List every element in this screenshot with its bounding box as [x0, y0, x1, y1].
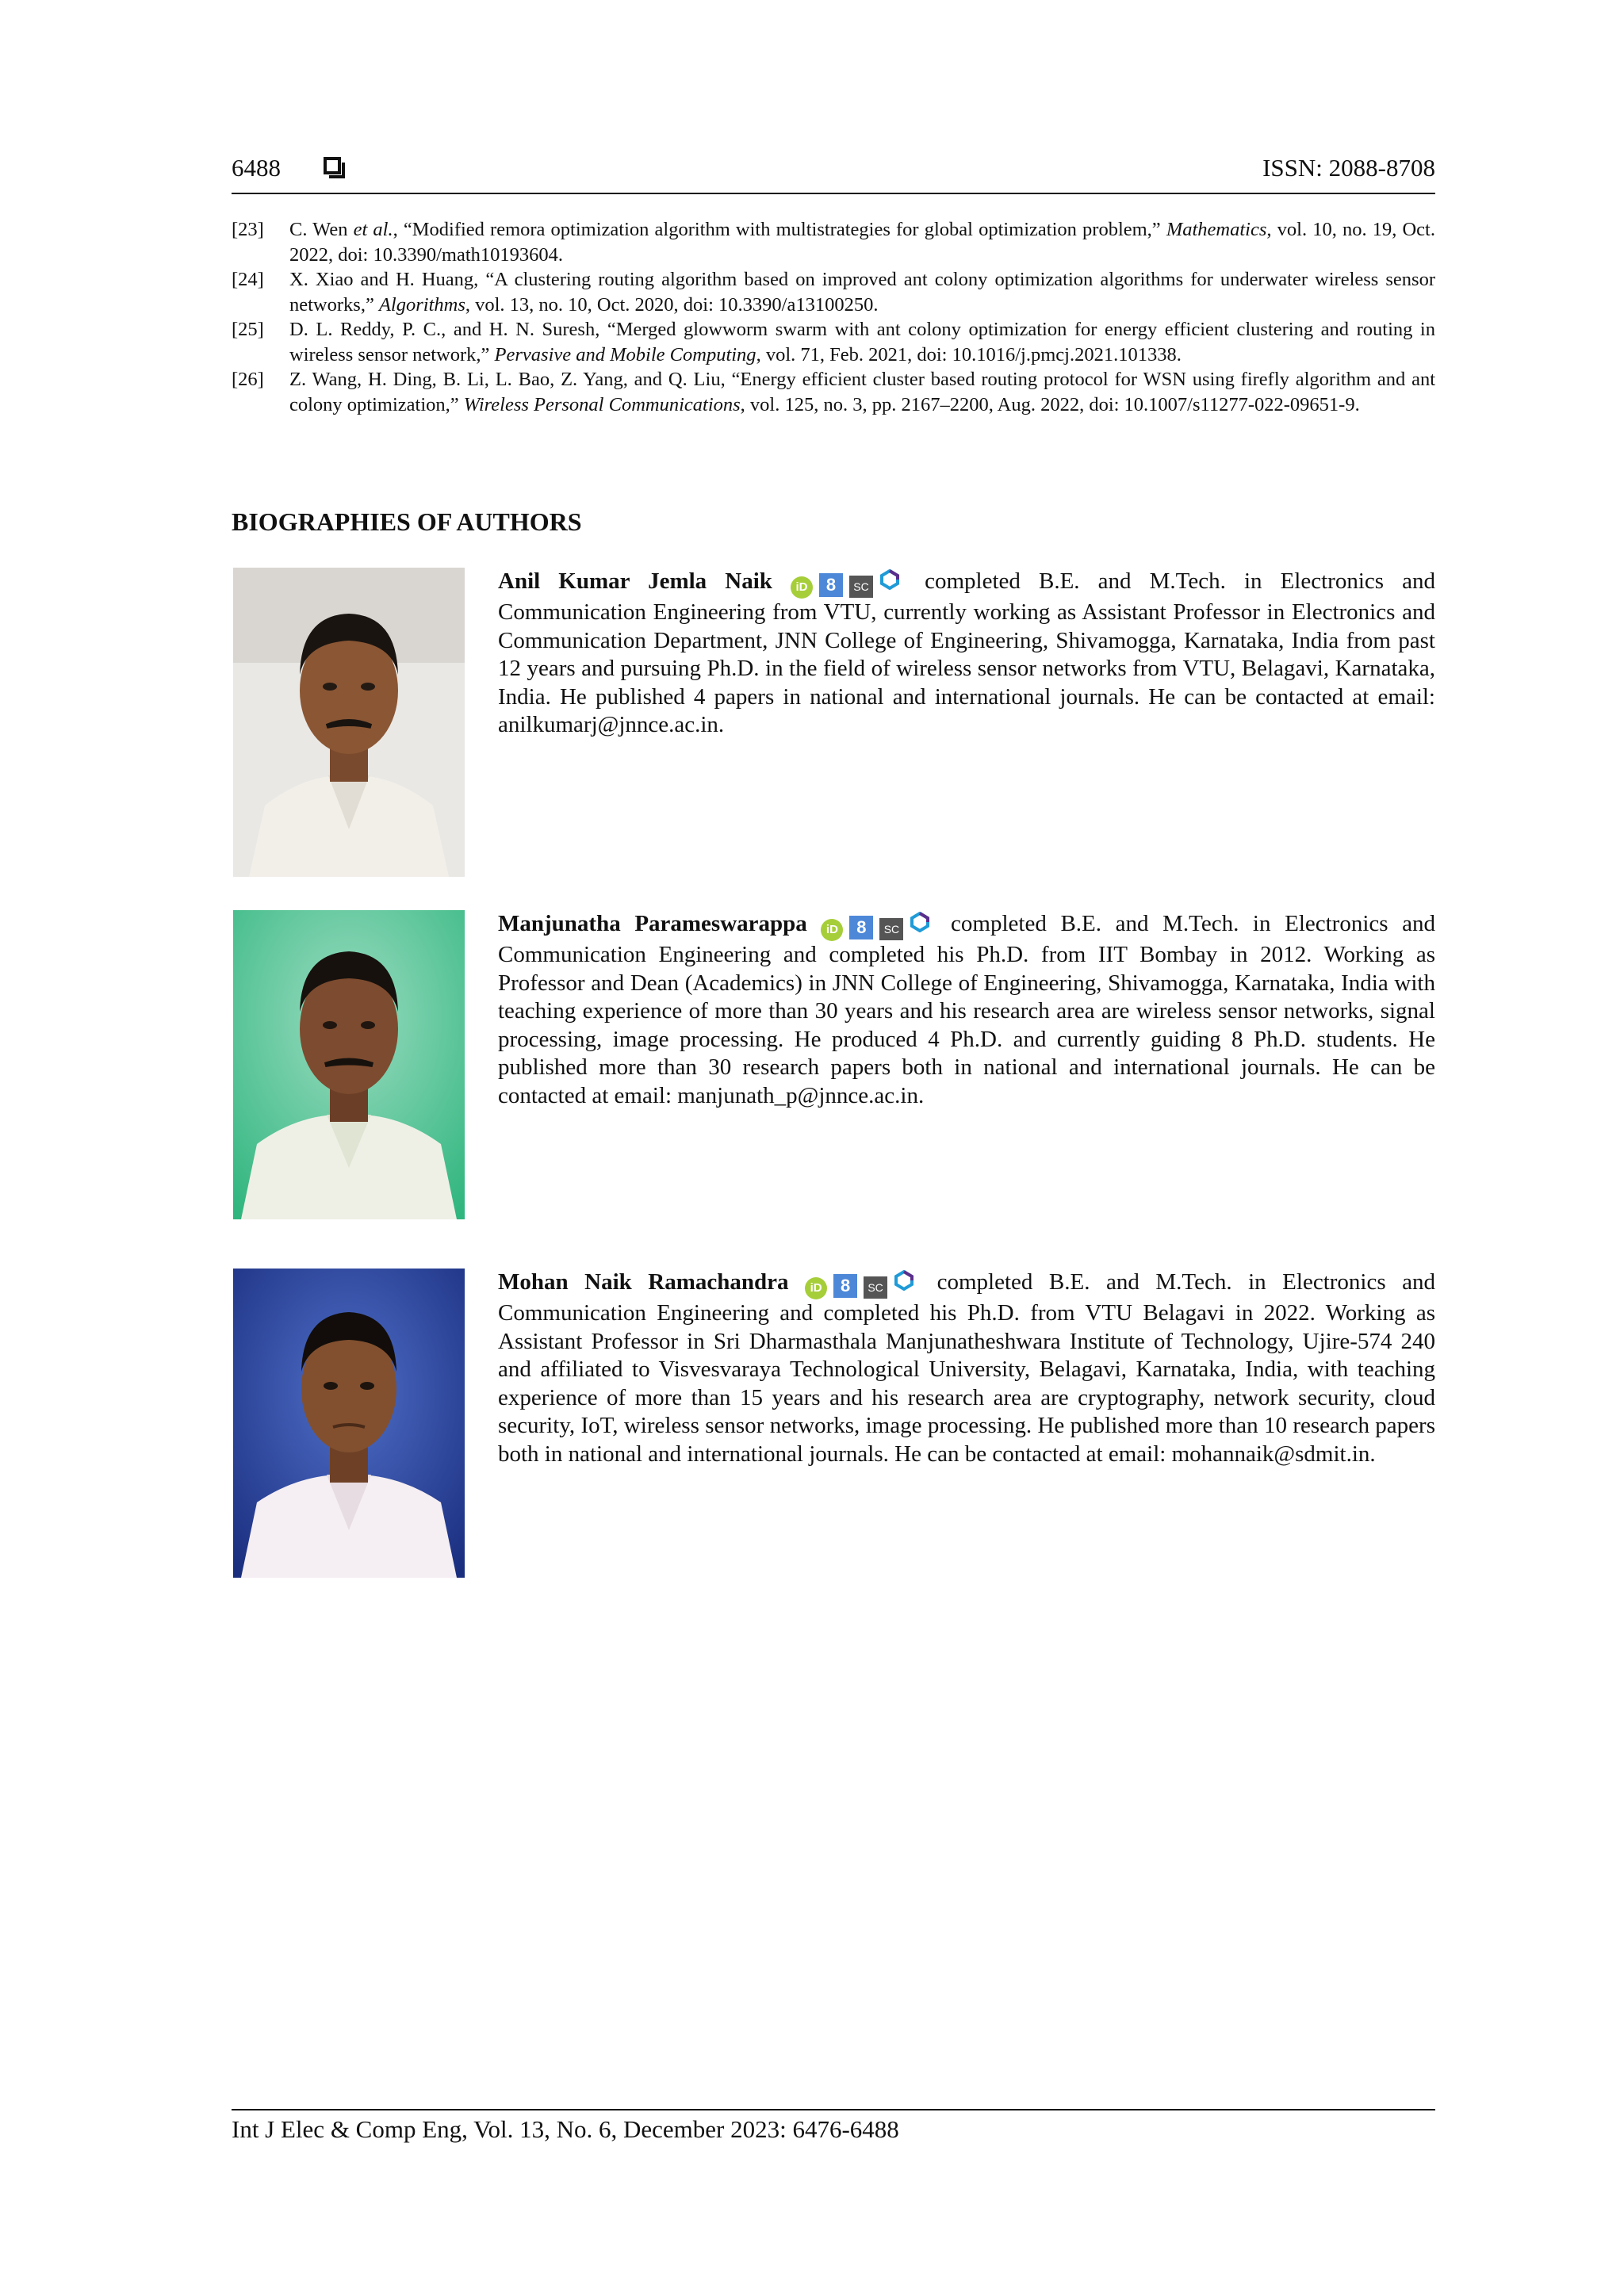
reference-item	[232, 367, 1435, 417]
header-rule	[232, 193, 1435, 194]
author-description: completed B.E. and M.Tech. in Electronics and Communication Engineering and completed his Ph.D. from VTU Belagavi in 2022. Working as Assistant Professor in Sri Dharmasthala Manjunatheshwara Institute of Technology, Ujire-574 240 and affiliated to Visvesvaraya Technological University, Belagavi, Karnataka, India, with teaching experience of more than 15 years and his research area are cryptography, network security, cloud security, IoT, wireless sensor networks, image processing. He published more than 10 research papers both in national and international journals. He can be contacted at email: mohannaik@sdmit.in.	[498, 1269, 1436, 1467]
reference-number: [24]	[232, 269, 264, 290]
reference-number: [23]	[232, 219, 264, 240]
biographies-heading: BIOGRAPHIES OF AUTHORS	[232, 507, 582, 536]
orcid-icon[interactable]: iD	[821, 919, 843, 941]
author-bio-text	[498, 568, 1435, 740]
reference-item	[232, 317, 1435, 367]
reference-journal: Wireless Personal Communications	[463, 393, 741, 415]
author-name: Manjunatha Parameswarappa	[498, 911, 807, 936]
author-description: completed B.E. and M.Tech. in Electronics and Communication Engineering and completed his Ph.D. from IIT Bombay in 2012. Working as Professor and Dean (Academics) in JNN College of Engineering, Shivamogga, Karnataka, India with teaching experience of more than 30 years and his research area are wireless sensor networks, signal processing, image processing. He produced 4 Ph.D. and currently guiding 8 Ph.D. students. He published more than 30 research papers both in national and international journals. He can be contacted at email: manjunath_p@jnnce.ac.in.	[498, 911, 1436, 1108]
orcid-icon[interactable]: iD	[791, 576, 813, 599]
reference-text: X. Xiao and H. Huang, “A clustering routing algorithm based on improved ant colony optimization algorithms for underwater wireless sensor networks,”	[289, 269, 1435, 316]
author-name: Anil Kumar Jemla Naik	[498, 568, 772, 594]
author-bio-text	[498, 1269, 1435, 1468]
reference-text: , vol. 13, no. 10, Oct. 2020, doi: 10.3390/a13100250.	[465, 293, 879, 316]
google-scholar-icon[interactable]: 8	[819, 573, 843, 597]
reference-item	[232, 217, 1435, 267]
reference-text: , vol. 10, no. 19, Oct. 2022, doi: 10.3390/math10193604.	[289, 219, 1435, 266]
square-box-icon	[324, 157, 341, 174]
footer-rule	[232, 2109, 1435, 2110]
publons-icon[interactable]	[879, 569, 900, 590]
reference-journal: Algorithms	[378, 293, 465, 316]
google-scholar-icon[interactable]: 8	[833, 1274, 857, 1298]
author-bio-text	[498, 910, 1435, 1110]
reference-number: [25]	[232, 319, 264, 340]
page-footer: Int J Elec & Comp Eng, Vol. 13, No. 6, December 2023: 6476-6488	[232, 2115, 899, 2143]
author-photo	[233, 568, 465, 877]
reference-number: [26]	[232, 369, 264, 390]
reference-text: C. Wen	[289, 219, 354, 240]
reference-italic: et al.	[353, 219, 393, 240]
author-photo	[233, 1269, 465, 1578]
reference-text: , vol. 125, no. 3, pp. 2167–2200, Aug. 2022, doi: 10.1007/s11277-022-09651-9.	[740, 393, 1360, 415]
author-name: Mohan Naik Ramachandra	[498, 1269, 789, 1295]
scopus-icon[interactable]: SC	[849, 576, 873, 598]
issn: ISSN: 2088-8708	[1262, 154, 1435, 182]
reference-journal: Mathematics	[1166, 219, 1267, 240]
reference-list	[232, 217, 1435, 417]
orcid-icon[interactable]: iD	[805, 1277, 827, 1299]
google-scholar-icon[interactable]: 8	[849, 916, 873, 939]
publons-icon[interactable]	[894, 1270, 914, 1291]
reference-text: D. L. Reddy, P. C., and H. N. Suresh, “Merged glowworm swarm with ant colony optimization for energy efficient clustering and routing in wireless sensor network,”	[289, 319, 1435, 365]
reference-text: Z. Wang, H. Ding, B. Li, L. Bao, Z. Yang, and Q. Liu, “Energy efficient cluster based routing protocol for WSN using firefly algorithm and ant colony optimization,”	[289, 369, 1435, 415]
reference-text: , “Modified remora optimization algorithm with multistrategies for global optimization problem,”	[393, 219, 1166, 240]
scopus-icon[interactable]: SC	[879, 918, 903, 940]
reference-text: , vol. 71, Feb. 2021, doi: 10.1016/j.pmcj.2021.101338.	[756, 343, 1182, 365]
reference-item	[232, 267, 1435, 317]
author-photo	[233, 910, 465, 1219]
page-header	[232, 154, 1435, 192]
publons-icon[interactable]	[910, 912, 930, 932]
author-description: completed B.E. and M.Tech. in Electronics and Communication Engineering from VTU, currently working as Assistant Professor in Electronics and Communication Department, JNN College of Engineering, Shivamogga, Karnataka, India from past 12 years and pursuing Ph.D. in the field of wireless sensor networks from VTU, Belagavi, Karnataka, India. He published 4 papers in national and international journals. He can be contacted at email: anilkumarj@jnnce.ac.in.	[498, 568, 1436, 737]
page-number: 6488	[232, 154, 281, 182]
reference-journal: Pervasive and Mobile Computing	[494, 343, 756, 365]
scopus-icon[interactable]: SC	[864, 1276, 887, 1299]
